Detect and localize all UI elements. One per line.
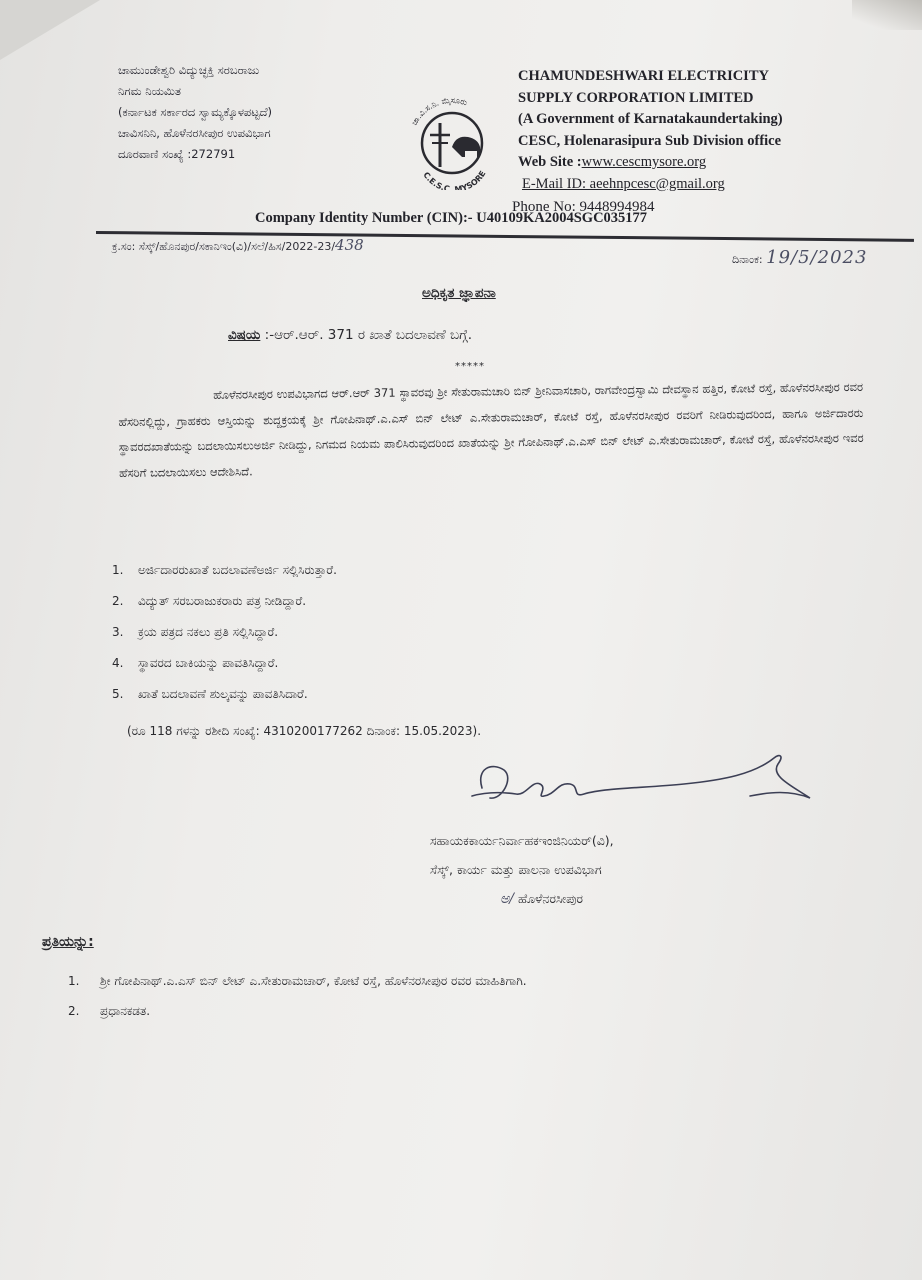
- letterhead-line: ಚಾವಿಸನಿನಿ, ಹೊಳೆನರಸೀಪುರ ಉಪವಿಭಾಗ: [118, 126, 271, 140]
- letter-date: [732, 247, 867, 268]
- folded-corner: [0, 0, 100, 60]
- list-text: ಅರ್ಜಿದಾರರುಖಾತೆ ಬದಲಾವಣೆಅರ್ಜಿ ಸಲ್ಲಿಸಿರುತ್ತಾರೆ.: [138, 563, 337, 577]
- signature-scribble: [462, 748, 822, 818]
- list-item: [68, 996, 527, 1026]
- logo-icon: [402, 95, 507, 190]
- signatory-block: [430, 826, 614, 914]
- list-item: [112, 555, 337, 586]
- list-number: 1.: [112, 563, 124, 577]
- list-number: 3.: [112, 625, 124, 639]
- date-handwritten: 19/5/2023: [766, 247, 868, 268]
- company-name-line2: SUPPLY CORPORATION LIMITED: [518, 89, 754, 106]
- list-item: [112, 586, 337, 617]
- list-item: [68, 966, 527, 996]
- list-text: ಖಾತೆ ಬದಲಾವಣೆ ಶುಲ್ಕವನ್ನು ಪಾವತಿಸಿದಾರೆ.: [138, 687, 308, 701]
- signatory-office: ಸೆಸ್ಕ್, ಕಾರ್ಯ ಮತ್ತು ಪಾಲನಾ ಉಪವಿಭಾಗ: [430, 862, 602, 877]
- list-text: ಪ್ರಧಾನಕಡತ.: [100, 1004, 151, 1018]
- initial-stamp: ಅ/: [500, 891, 514, 907]
- page-shadow: [852, 0, 922, 30]
- list-number: 1.: [68, 974, 80, 988]
- copies-heading: ಪ್ರತಿಯನ್ನು:: [42, 934, 94, 950]
- website-label: Web Site :: [518, 154, 582, 170]
- list-item: [112, 648, 337, 679]
- company-name-line1: CHAMUNDESHWARI ELECTRICITY: [518, 68, 769, 84]
- list-number: 4.: [112, 656, 124, 670]
- date-label: ದಿನಾಂಕ:: [732, 253, 763, 266]
- letterhead-english: [518, 66, 783, 195]
- document-title: ಅಧಿಕೃತ ಜ್ಞಾಪನಾ: [422, 285, 496, 301]
- list-text: ಸ್ಥಾವರದ ಬಾಕಿಯನ್ನು ಪಾವತಿಸಿದ್ದಾರೆ.: [138, 656, 279, 670]
- list-number: 2.: [112, 594, 124, 608]
- government-undertaking: (A Government of Karnatakaundertaking): [518, 111, 783, 127]
- phone-number: Phone No: 9448994984: [512, 199, 655, 215]
- signatory-place: ಹೊಳೆನರಸೀಪುರ: [517, 891, 583, 906]
- subject-text: :-ಆರ್.ಆರ್. 371 ರ ಖಾತೆ ಬದಲಾವಣೆ ಬಗ್ಗೆ.: [260, 327, 473, 343]
- logo-top-text: ಚಾ.ವಿ.ಸ.ನಿ. ಮೈಸೂರು: [409, 95, 469, 127]
- list-text: ಕ್ರಯ ಪತ್ರದ ನಕಲು ಪ್ರತಿ ಸಲ್ಲಿಸಿದ್ದಾರೆ.: [138, 625, 279, 639]
- letterhead-line: ನಿಗಮ ನಿಯಮಿತ: [118, 84, 182, 98]
- list-number: 5.: [112, 687, 124, 701]
- subject-label: ವಿಷಯ: [228, 327, 261, 343]
- email-address[interactable]: E-Mail ID: aeehnpcesc@gmail.org: [522, 175, 725, 192]
- reference-handwritten-number: 438: [335, 236, 364, 254]
- letterhead-line: (ಕರ್ನಾಟಕ ಸರ್ಕಾರದ ಸ್ವಾಮ್ಯಕ್ಕೊಳಪಟ್ಟದೆ): [118, 105, 273, 119]
- cesc-logo: [402, 95, 507, 194]
- cin-number: Company Identity Number (CIN):- U40109KA2004SGC035177: [255, 210, 648, 226]
- letterhead-line: ಚಾಮುಂಡೇಶ್ವರಿ ವಿದ್ಯುಚ್ಛಕ್ತಿ ಸರಬರಾಜು: [118, 63, 260, 77]
- body-paragraph: ಹೊಳೆನರಸೀಪುರ ಉಪವಿಭಾಗದ ಆರ್.ಆರ್ 371 ಸ್ಥಾವರವು ಶ್ರೀ ಸೇತುರಾಮಚಾರಿ ಬಿನ್ ಶ್ರೀನಿವಾಸಚಾರಿ, ರಾಗವೇಂದ್ರಸ್ವಾಮಿ ದೇವಸ್ಥಾನ ಹತ್ತಿರ, ಕೋಟೆ ರಸ್ತೆ, ಹೊಳೆನರಸೀಪುರ ರವರ ಹೆಸರಿನಲ್ಲಿದ್ದು, ಗ್ರಾಹಕರು ಆಸ್ತಿಯನ್ನು ಶುದ್ದಕ್ರಯಕ್ಕೆ ಶ್ರೀ ಗೋಪಿನಾಥ್.ಎ.ಎಸ್ ಬಿನ್ ಲೇಟ್ ಎ.ಸೇತುರಾಮಚಾರ್, ಕೋಟೆ ರಸ್ತೆ, ಹೊಳೆನರಸೀಪುರ ರವರಿಗೆ ನೀಡಿರುವುದರಿಂದ, ಹಾಗೂ ಅರ್ಜಿದಾರರು ಸ್ಥಾವರದಖಾತೆಯನ್ನು ಬದಲಾಯಿಸಲುಅರ್ಜಿ ನೀಡಿದ್ದು, ನಿಗಮದ ನಿಯಮ ಪಾಲಿಸಿರುವುದರಿಂದ ಖಾತೆಯನ್ನು ಶ್ರೀ ಗೋಪಿನಾಥ್.ಎ.ಎಸ್ ಬಿನ್ ಲೇಟ್ ಎ.ಸೇತುರಾಮಚಾರ್, ಕೋಟೆ ರಸ್ತೆ, ಹೊಳೆನರಸೀಪುರ ಇವರ ಹೆಸರಿಗೆ ಬದಲಾಯಿಸಲು ಆದೇಶಿಸಿದೆ.: [118, 379, 864, 480]
- conditions-list: [112, 555, 337, 710]
- list-text: ಶ್ರೀ ಗೋಪಿನಾಥ್.ಎ.ಎಸ್ ಬಿನ್ ಲೇಟ್ ಎ.ಸೇತುರಾಮಚಾರ್, ಕೋಟೆ ರಸ್ತೆ, ಹೊಳೆನರಸೀಪುರ ರವರ ಮಾಹಿತಿಗಾಗಿ.: [100, 974, 527, 988]
- signature: [462, 748, 822, 822]
- letterhead-line: ದೂರವಾಣಿ ಸಂಖ್ಯೆ :272791: [118, 147, 236, 161]
- website-link[interactable]: www.cescmysore.org: [581, 154, 707, 170]
- receipt-details: (ರೂ 118 ಗಳನ್ನು ರಶೀದಿ ಸಂಖ್ಯೆ: 4310200177262 ದಿನಾಂಕ: 15.05.2023).: [127, 724, 482, 738]
- letterhead-kannada: [118, 60, 272, 165]
- signatory-designation: ಸಹಾಯಕಕಾರ್ಯನಿರ್ವಾಹಕಇಂಜಿನಿಯರ್(ವಿ),: [430, 833, 614, 848]
- reference-prefix: ಕ್ರ.ಸಂ: ಸೆಸ್ಕ್/ಹೊನಪುರ/ಸಕಾನಿಇಂ(ವಿ)/ಸಲೆ/ಹಿಸ/2022-23/: [112, 240, 336, 253]
- list-text: ವಿದ್ಯುತ್ ಸರಬರಾಜುಕರಾರು ಪತ್ರ ನೀಡಿದ್ದಾರೆ.: [138, 594, 307, 608]
- list-item: [112, 617, 337, 648]
- subject-line: [228, 327, 472, 343]
- logo-bottom-text: C.E.S.C. MYSORE: [421, 169, 488, 190]
- list-item: [112, 679, 337, 710]
- list-number: 2.: [68, 1004, 80, 1018]
- copies-list: [68, 966, 527, 1026]
- separator-stars: *****: [455, 361, 485, 372]
- reference-number: [112, 236, 364, 254]
- office-name: CESC, Holenarasipura Sub Division office: [518, 132, 782, 149]
- svg-text:ಚಾ.ವಿ.ಸ.ನಿ. ಮೈಸೂರು: [410, 96, 469, 127]
- website-line: [518, 152, 783, 174]
